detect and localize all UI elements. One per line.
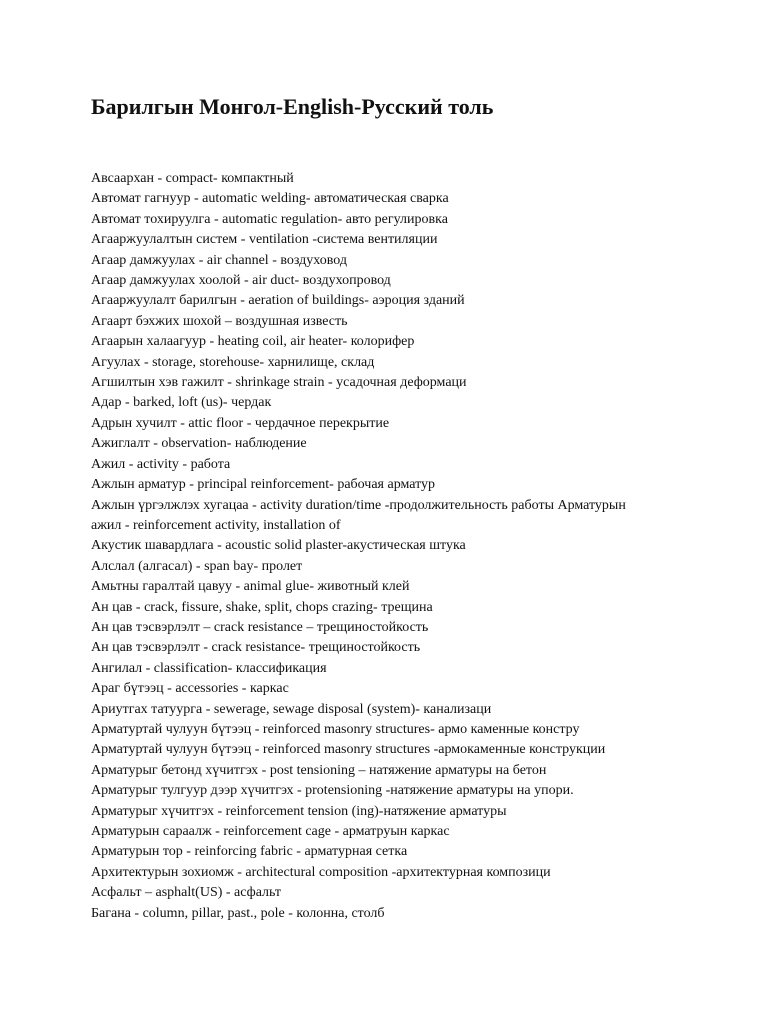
glossary-entry: Ажлын арматур - principal reinforcement- рабочая арматур bbox=[91, 477, 436, 493]
glossary-entry: Агуулах - storage, storehouse- харнилище, склад bbox=[91, 354, 375, 370]
glossary-entry: Асфальт – asphalt(US) - асфальт bbox=[91, 885, 282, 901]
glossary-entry: Арматурын сараалж - reinforcement cage - арматруын каркас bbox=[91, 824, 450, 839]
glossary-entry: Агаар дамжуулах - air channel - воздуховод bbox=[91, 252, 347, 268]
document-title: Барилгын Монгол-English-Русский толь bbox=[91, 94, 494, 119]
glossary-entry: Арматурыг тулгуур дээр хүчитгэх - protensioning -натяжение арматуры на упори. bbox=[91, 783, 574, 799]
glossary-entry: Автомат тохируулга - automatic regulation- авто регулировка bbox=[91, 211, 448, 227]
glossary-entry: Ариутгах татуурга - sewerage, sewage disposal (system)- канализаци bbox=[91, 701, 492, 717]
glossary-entry: Автомат гагнуур - automatic welding- автоматическая сварка bbox=[91, 191, 449, 207]
glossary-entry: ажил - reinforcement activity, installation of bbox=[91, 517, 341, 533]
glossary-entry: Ажил - activity - работа bbox=[91, 456, 231, 472]
glossary-entry: Багана - column, pillar, past., pole - колонна, столб bbox=[91, 905, 385, 921]
glossary-entry: Адар - barked, loft (us)- чердак bbox=[91, 395, 272, 411]
glossary-entry: Алслал (алгасал) - span bay- пролет bbox=[91, 558, 303, 574]
glossary-entry: Агааржуулалт барилгын - aeration of buildings- аэроция зданий bbox=[91, 293, 465, 309]
glossary-entry: Арматурын тор - reinforcing fabric - арматурная сетка bbox=[91, 844, 408, 860]
glossary-entry: Ангилал - classification- классификация bbox=[91, 660, 327, 676]
glossary-entry: Арматурыг хүчитгэх - reinforcement tension (ing)-натяжение арматуры bbox=[91, 803, 507, 819]
glossary-entry: Авсаархан - compact- компактный bbox=[91, 171, 294, 186]
glossary-entry: Ажиглалт - observation- наблюдение bbox=[91, 436, 307, 452]
glossary-entry: Арматуртай чулуун бүтээц - reinforced masonry structures -армокаменные конструкции bbox=[91, 742, 606, 758]
glossary-entry: Ан цав тэсвэрлэлт – crack resistance – трещиностойкость bbox=[91, 619, 429, 635]
glossary-entry: Арматурыг бетонд хүчитгэх - post tensioning – натяжение арматуры на бетон bbox=[91, 762, 547, 778]
glossary-entry: Акустик шавардлага - acoustic solid plaster-акустическая штука bbox=[91, 538, 466, 554]
glossary-entry: Арматуртай чулуун бүтээц - reinforced masonry structures- армо каменные констру bbox=[91, 721, 580, 737]
glossary-entry: Агшилтын хэв гажилт - shrinkage strain - усадочная деформаци bbox=[91, 375, 467, 391]
glossary-entry: Агаарын халаагуур - heating coil, air heater- колорифер bbox=[91, 334, 415, 350]
glossary-entry: Ажлын үргэлжлэх хугацаа - activity duration/time -продолжительность работы Арматурын bbox=[91, 497, 626, 513]
glossary-list bbox=[91, 169, 711, 924]
glossary-entry: Ан цав тэсвэрлэлт - crack resistance- трещиностойкость bbox=[91, 640, 421, 656]
glossary-entry: Архитектурын зохиомж - architectural composition -архитектурная композици bbox=[91, 864, 551, 880]
glossary-entry: Агааржуулалтын систем - ventilation -система вентиляции bbox=[91, 232, 438, 248]
glossary-entry: Агаарт бэхжих шохой – воздушная известь bbox=[91, 313, 348, 329]
glossary-entry: Ан цав - crack, fissure, shake, split, chops crazing- трещина bbox=[91, 599, 433, 615]
glossary-entry: Амьтны гаралтай цавуу - animal glue- животный клей bbox=[91, 579, 410, 595]
glossary-entry: Араг бүтээц - accessories - каркас bbox=[91, 681, 289, 697]
glossary-entry: Агаар дамжуулах хоолой - air duct- воздухопровод bbox=[91, 273, 391, 289]
glossary-entry: Адрын хучилт - attic floor - чердачное перекрытие bbox=[91, 415, 390, 431]
